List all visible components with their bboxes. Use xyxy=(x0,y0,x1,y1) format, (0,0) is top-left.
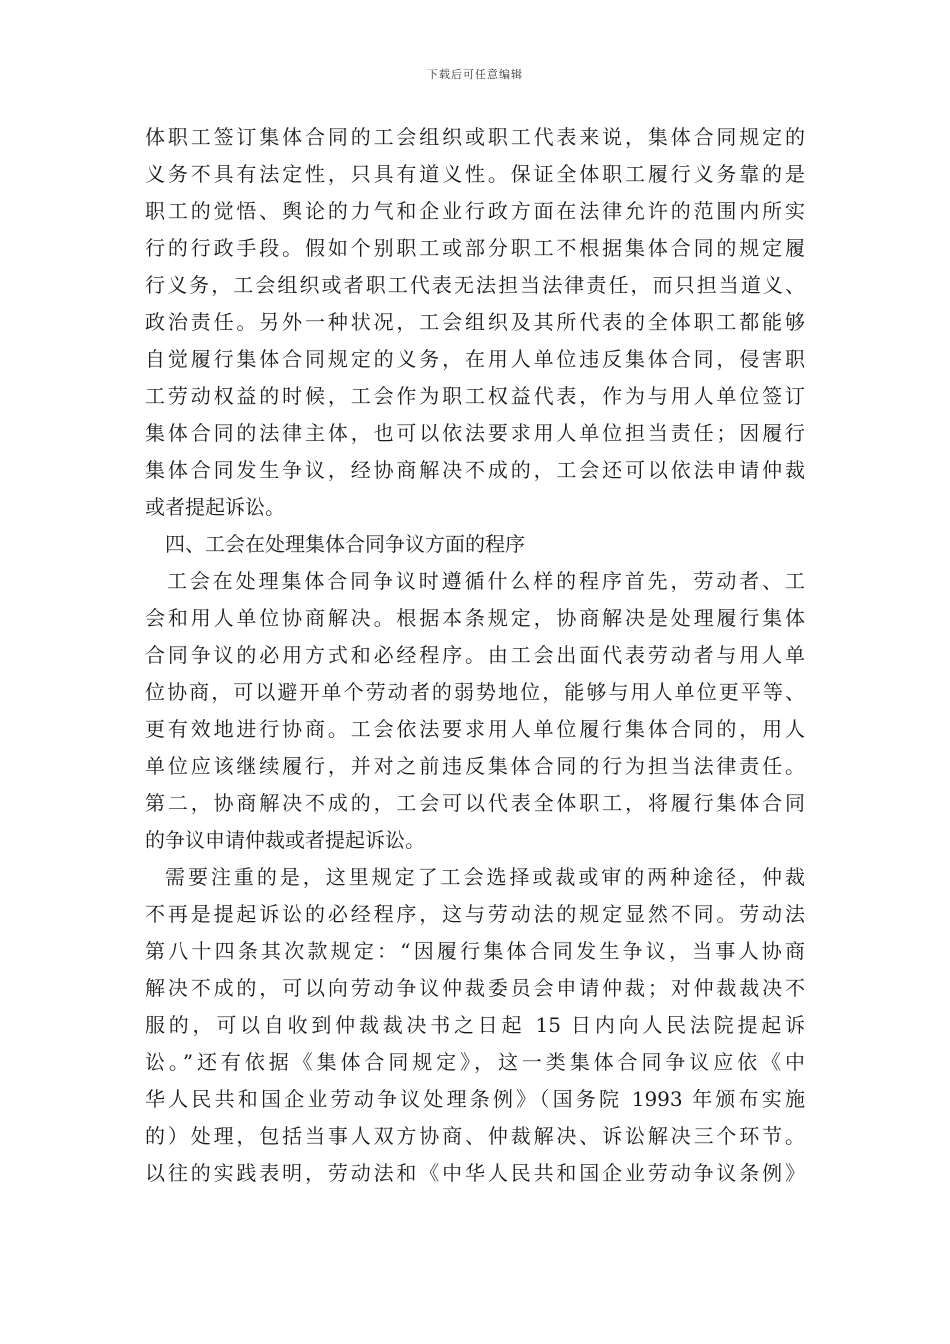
text-line: 讼。”还有依据《集体合同规定》，这一类集体合同争议应依《中 xyxy=(145,1050,805,1074)
text-line: 的争议申请仲裁或者提起诉讼。 xyxy=(145,828,425,852)
text-line: 义务不具有法定性，只具有道义性。保证全体职工履行义务靠的是 xyxy=(145,162,805,186)
text-line: 单位应该继续履行，并对之前违反集体合同的行为担当法律责任。 xyxy=(145,754,805,778)
text-line: 行的行政手段。假如个别职工或部分职工不根据集体合同的规定履 xyxy=(145,236,805,260)
text-line: 需要注重的是，这里规定了工会选择或裁或审的两种途径，仲裁 xyxy=(165,865,805,889)
section-heading: 四、工会在处理集体合同争议方面的程序 xyxy=(165,532,525,556)
text-line: 服的，可以自收到仲裁裁决书之日起 15 日内向人民法院提起诉 xyxy=(145,1013,805,1037)
text-line: 行义务，工会组织或者职工代表无法担当法律责任，而只担当道义、 xyxy=(145,273,805,297)
text-line: 以往的实践表明，劳动法和《中华人民共和国企业劳动争议条例》 xyxy=(145,1161,805,1185)
text-line: 华人民共和国企业劳动争议处理条例》（国务院 1993 年颁布实施 xyxy=(145,1087,805,1111)
page-header: 下载后可任意编辑 xyxy=(427,68,523,81)
text-line: 工会在处理集体合同争议时遵循什么样的程序首先，劳动者、工 xyxy=(167,569,805,593)
text-line: 更有效地进行协商。工会依法要求用人单位履行集体合同的，用人 xyxy=(145,717,805,741)
text-line: 或者提起诉讼。 xyxy=(145,495,285,519)
text-line: 第二，协商解决不成的，工会可以代表全体职工，将履行集体合同 xyxy=(145,791,805,815)
text-line: 集体合同的法律主体，也可以依法要求用人单位担当责任；因履行 xyxy=(145,421,805,445)
text-line: 不再是提起诉讼的必经程序，这与劳动法的规定显然不同。劳动法 xyxy=(145,902,805,926)
text-line: 解决不成的，可以向劳动争议仲裁委员会申请仲裁；对仲裁裁决不 xyxy=(145,976,805,1000)
text-line: 集体合同发生争议，经协商解决不成的，工会还可以依法申请仲裁 xyxy=(145,458,805,482)
text-line: 体职工签订集体合同的工会组织或职工代表来说，集体合同规定的 xyxy=(145,125,805,149)
text-line: 工劳动权益的时候，工会作为职工权益代表，作为与用人单位签订 xyxy=(145,384,805,408)
document-body xyxy=(145,119,805,1192)
text-line: 第八十四条其次款规定：“因履行集体合同发生争议，当事人协商 xyxy=(145,939,805,963)
text-line: 政治责任。另外一种状况，工会组织及其所代表的全体职工都能够 xyxy=(145,310,805,334)
text-line: 自觉履行集体合同规定的义务，在用人单位违反集体合同，侵害职 xyxy=(145,347,805,371)
text-line: 位协商，可以避开单个劳动者的弱势地位，能够与用人单位更平等、 xyxy=(145,680,805,704)
text-line: 合同争议的必用方式和必经程序。由工会出面代表劳动者与用人单 xyxy=(145,643,805,667)
text-line: 的）处理，包括当事人双方协商、仲裁解决、诉讼解决三个环节。 xyxy=(145,1124,805,1148)
text-line: 职工的觉悟、舆论的力气和企业行政方面在法律允许的范围内所实 xyxy=(145,199,805,223)
text-line: 会和用人单位协商解决。根据本条规定，协商解决是处理履行集体 xyxy=(145,606,805,630)
